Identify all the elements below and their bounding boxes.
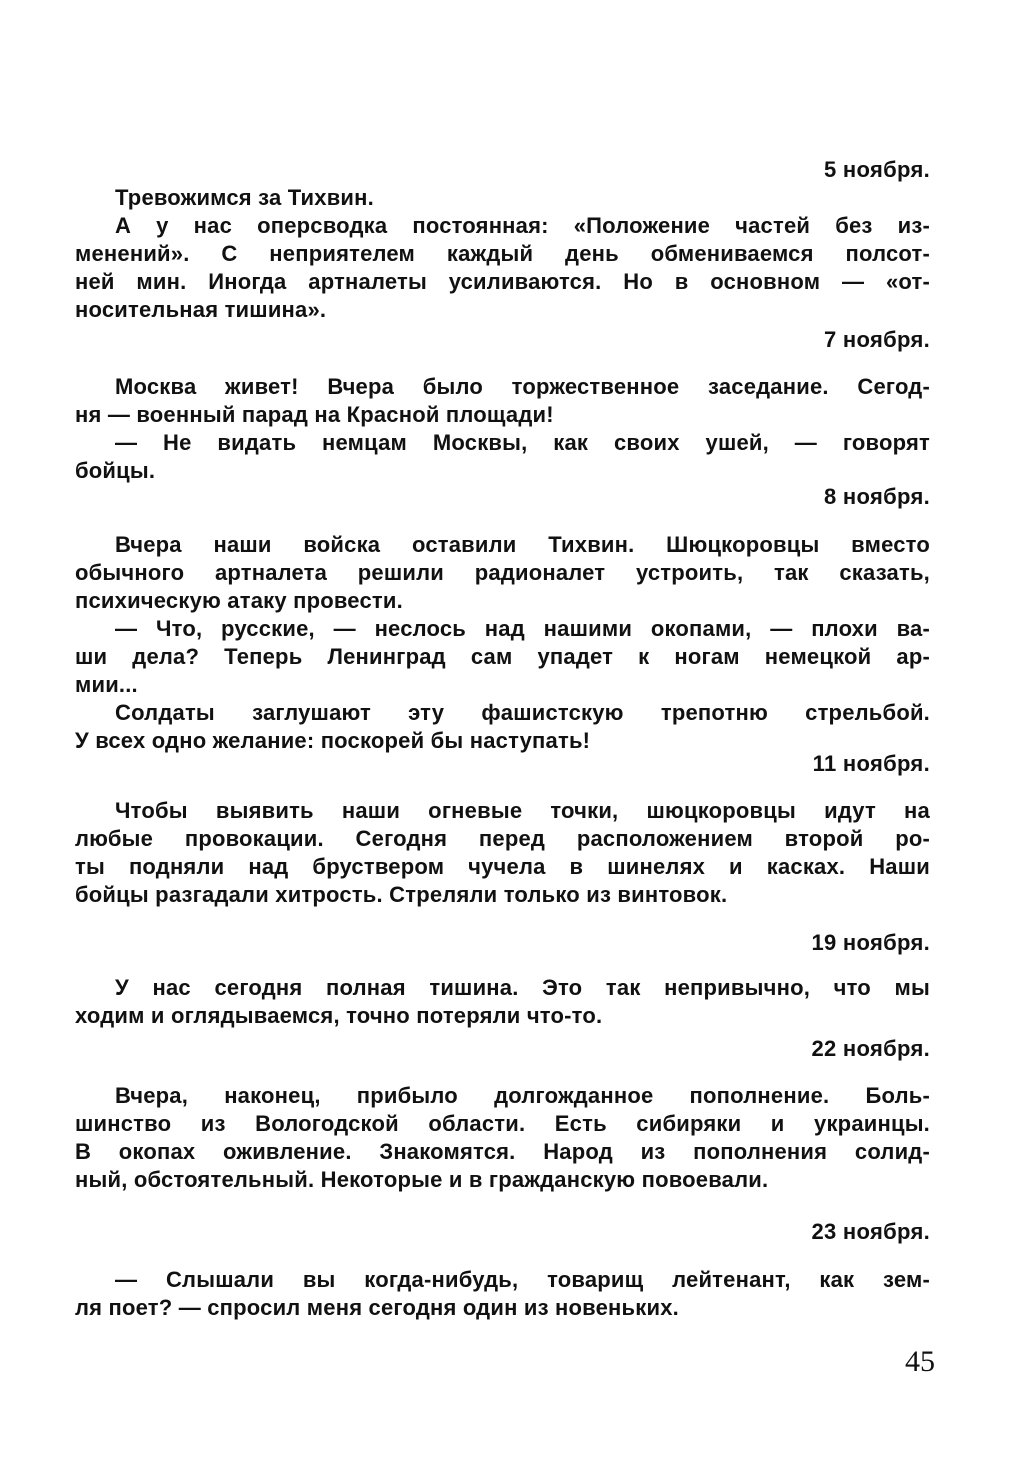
text-line: Вчера наши войска оставили Тихвин. Шюцкоровцы вместо [115,532,930,557]
page-number: 45 [905,1345,935,1378]
text-line: Москва живет! Вчера было торжественное заседание. Сегод- [115,374,930,399]
text-line: Вчера, наконец, прибыло долгожданное пополнение. Боль- [115,1083,930,1108]
text-line: ный, обстоятельный. Некоторые и в гражданскую повоевали. [75,1167,769,1192]
entry-nov-7 [75,326,930,485]
entry-nov-22 [75,1035,930,1194]
text-line: — Что, русские, — неслось над нашими окопами, — плохи ва- [115,616,930,641]
entry-date: 5 ноября. [823,157,930,182]
text-line: обычного артналета решили радионалет устроить, так сказать, [75,560,930,585]
entry-date: 7 ноября. [823,327,930,352]
entry-nov-11 [75,750,930,909]
entry-nov-8 [75,483,930,755]
text-line: Солдаты заглушают эту фашистскую трепотню стрельбой. [115,700,930,725]
text-line: носительная тишина». [75,297,327,322]
entry-date: 23 ноября. [811,1219,930,1244]
text-line: шинство из Вологодской области. Есть сибиряки и украинцы. [75,1111,930,1136]
text-line: Тревожимся за Тихвин. [115,185,374,210]
text-line: У всех одно желание: поскорей бы наступать! [75,728,591,753]
text-line: мии... [75,672,138,697]
text-line: ней мин. Иногда артналеты усиливаются. Но в основном — «от- [75,269,930,294]
text-line: У нас сегодня полная тишина. Это так непривычно, что мы [115,975,930,1000]
text-line: менений». С неприятелем каждый день обмениваемся полсот- [75,241,930,266]
entry-nov-23 [75,1218,930,1322]
text-line: ходим и оглядываемся, точно потеряли что-то. [75,1003,603,1028]
text-line: — Слышали вы когда-нибудь, товарищ лейтенант, как зем- [115,1267,930,1292]
entry-date: 22 ноября. [811,1036,930,1061]
entry-date: 8 ноября. [823,484,930,509]
entry-date: 19 ноября. [811,930,930,955]
text-line: психическую атаку провести. [75,588,403,613]
text-line: ля поет? — спросил меня сегодня один из новеньких. [75,1295,679,1320]
text-line: Чтобы выявить наши огневые точки, шюцкоровцы идут на [115,798,930,823]
entry-nov-5 [75,156,930,324]
text-line: В окопах оживление. Знакомятся. Народ из пополнения солид- [75,1139,930,1164]
text-line: ши дела? Теперь Ленинград сам упадет к ногам немецкой ар- [75,644,930,669]
entry-date: 11 ноября. [812,751,930,776]
text-line: любые провокации. Сегодня перед расположением второй ро- [75,826,930,851]
text-line: ня — военный парад на Красной площади! [75,402,554,427]
text-line: ты подняли над бруствером чучела в шинелях и касках. Наши [75,854,930,879]
entry-nov-19 [75,929,930,1030]
text-line: бойцы. [75,458,156,483]
text-line: бойцы разгадали хитрость. Стреляли только из винтовок. [75,882,728,907]
text-line: А у нас оперсводка постоянная: «Положение частей без из- [115,213,930,238]
text-line: — Не видать немцам Москвы, как своих ушей, — говорят [115,430,930,455]
